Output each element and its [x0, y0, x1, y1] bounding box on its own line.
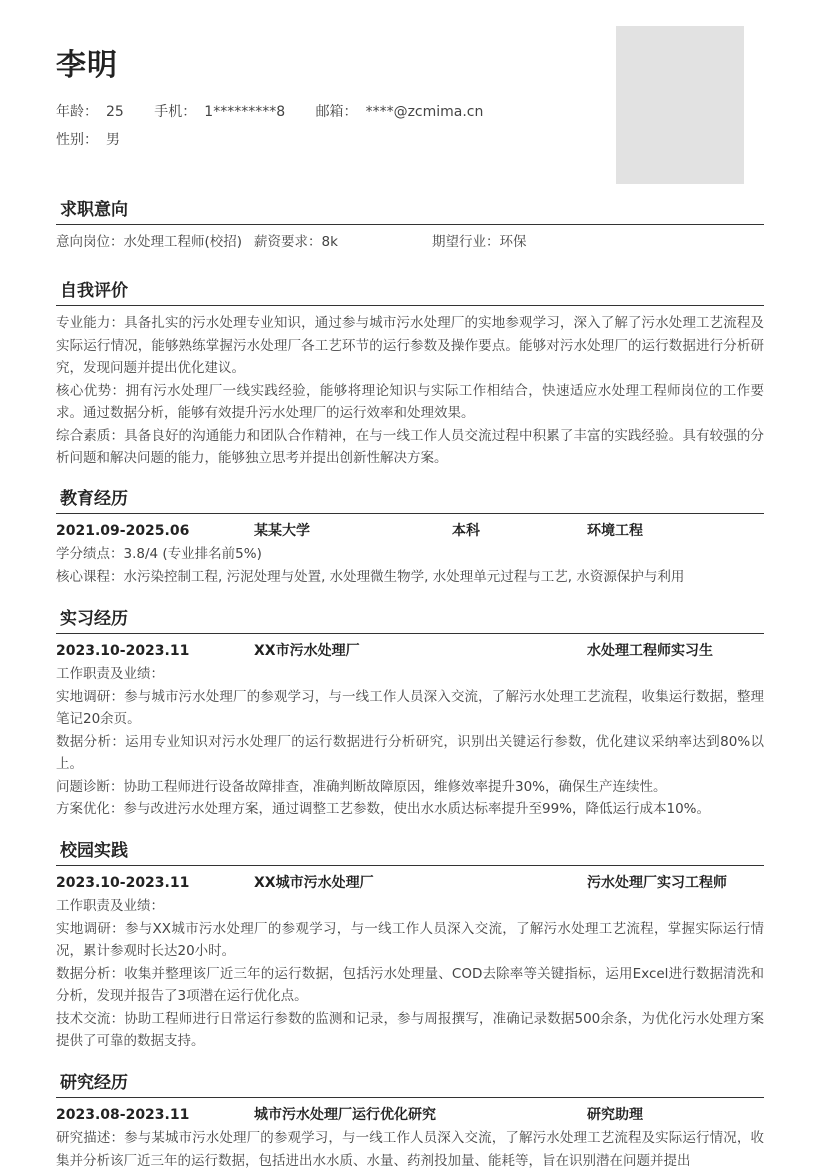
- internship-period: 2023.10-2023.11: [56, 643, 190, 659]
- internship-line: 实地调研：参与城市污水处理厂的参观学习，与一线工作人员深入交流，了解污水处理工艺流程，收集运行数据，整理笔记20余页。: [56, 688, 764, 727]
- campus-line: 技术交流：协助工程师进行日常运行参数的监测和记录，参与周报撰写，准确记录数据500余条，为优化污水处理方案提供了可靠的数据支持。: [56, 1010, 764, 1049]
- research-line: 研究描述：参与某城市污水处理厂的参观学习，与一线工作人员深入交流，了解污水处理工艺流程及实际运行情况，收集并分析该厂近三年的运行数据，包括进出水水质、水量、药剂投加量、能耗等，旨在识别潜在问题并提出: [56, 1130, 764, 1169]
- section-title-campus-practice: 校园实践: [56, 837, 764, 866]
- section-title-self-evaluation: 自我评价: [56, 277, 764, 306]
- internship-role: 水处理工程师实习生: [587, 643, 713, 659]
- self-eval-item: 综合素质：具备良好的沟通能力和团队合作精神，在与一线工作人员交流过程中积累了丰富的实践经验。具有较强的分析问题和解决问题的能力，能够独立思考并提出创新性解决方案。: [56, 427, 764, 466]
- research-period: 2023.08-2023.11: [56, 1107, 190, 1123]
- section-research: [56, 1069, 764, 1172]
- job-intent-row: [56, 231, 764, 253]
- internship-line: 问题诊断：协助工程师进行设备故障排查，准确判断故障原因，维修效率提升30%，确保生产连续性。: [56, 778, 667, 795]
- education-gpa: 学分绩点：3.8/4 (专业排名前5%): [56, 546, 262, 562]
- education-major: 环境工程: [587, 523, 643, 539]
- gender-label: 性别：: [56, 132, 98, 148]
- section-job-intent: [56, 196, 764, 253]
- internship-header-row: [56, 640, 764, 662]
- research-header-row: [56, 1104, 764, 1126]
- internship-line: 数据分析：运用专业知识对污水处理厂的运行数据进行分析研究，识别出关键运行参数，优化建议采纳率达到80%以上。: [56, 733, 764, 772]
- research-role: 研究助理: [587, 1107, 643, 1123]
- campus-header-row: [56, 872, 764, 894]
- phone-value: 1*********8: [204, 104, 286, 120]
- campus-period: 2023.10-2023.11: [56, 875, 190, 891]
- age-label: 年龄：: [56, 104, 98, 120]
- education-courses: 核心课程：水污染控制工程, 污泥处理与处置, 水处理微生物学, 水处理单元过程与工艺, 水资源保护与利用: [56, 568, 685, 585]
- section-education: [56, 485, 764, 588]
- research-project: 城市污水处理厂运行优化研究: [254, 1107, 436, 1123]
- campus-line: 工作职责及业绩：: [56, 898, 164, 914]
- email-label: 邮箱：: [315, 104, 358, 120]
- internship-org: XX市污水处理厂: [254, 643, 360, 659]
- campus-line: 数据分析：收集并整理该厂近三年的运行数据，包括污水处理量、COD去除率等关键指标，运用Excel进行数据清洗和分析，发现并报告了3项潜在运行优化点。: [56, 965, 764, 1004]
- section-title-job-intent: 求职意向: [56, 196, 764, 225]
- gender-value: 男: [106, 132, 120, 148]
- education-period: 2021.09-2025.06: [56, 523, 190, 539]
- section-title-education: 教育经历: [56, 485, 764, 514]
- candidate-name: 李明: [56, 48, 118, 83]
- section-self-evaluation: [56, 277, 764, 470]
- education-school: 某某大学: [254, 523, 310, 539]
- campus-role: 污水处理厂实习工程师: [587, 875, 727, 891]
- profile-photo-placeholder: [616, 26, 744, 184]
- internship-line: 方案优化：参与改进污水处理方案，通过调整工艺参数，使出水水质达标率提升至99%，降低运行成本10%。: [56, 801, 711, 817]
- age-value: 25: [106, 104, 124, 120]
- campus-org: XX城市污水处理厂: [254, 875, 374, 891]
- gender-info: [56, 129, 120, 149]
- section-campus-practice: [56, 837, 764, 1053]
- education-header-row: [56, 520, 764, 542]
- email-value: ****@zcmima.cn: [365, 104, 484, 120]
- phone-info: [154, 101, 285, 121]
- section-title-internship: 实习经历: [56, 605, 764, 634]
- self-eval-item: 核心优势：拥有污水处理厂一线实践经验，能够将理论知识与实际工作相结合，快速适应水处理工程师岗位的工作要求。通过数据分析，能够有效提升污水处理厂的运行效率和处理效果。: [56, 382, 764, 421]
- phone-label: 手机：: [154, 104, 197, 120]
- self-eval-item: 专业能力：具备扎实的污水处理专业知识，通过参与城市污水处理厂的实地参观学习，深入了解了污水处理工艺流程及实际运行情况，能够熟练掌握污水处理厂各工艺环节的运行参数及操作要点。能够对污水处理厂的运行数据进行分析研究，发现问题并提出优化建议。: [56, 315, 764, 376]
- campus-line: 实地调研：参与XX城市污水处理厂的参观学习，与一线工作人员深入交流，了解污水处理工艺流程，掌握实际运行情况，累计参观时长达20小时。: [56, 920, 764, 959]
- email-info: [316, 101, 484, 121]
- section-title-research: 研究经历: [56, 1069, 764, 1098]
- contact-info-row: [56, 101, 509, 121]
- section-internship: [56, 605, 764, 821]
- internship-line: 工作职责及业绩：: [56, 666, 164, 682]
- age-info: [56, 101, 124, 121]
- gender-info-row: [56, 129, 146, 149]
- education-degree: 本科: [452, 523, 480, 539]
- intent-industry: 期望行业：环保: [432, 234, 527, 250]
- intent-salary: 薪资要求：8k: [254, 234, 338, 250]
- intent-position: 意向岗位：水处理工程师(校招): [56, 234, 243, 250]
